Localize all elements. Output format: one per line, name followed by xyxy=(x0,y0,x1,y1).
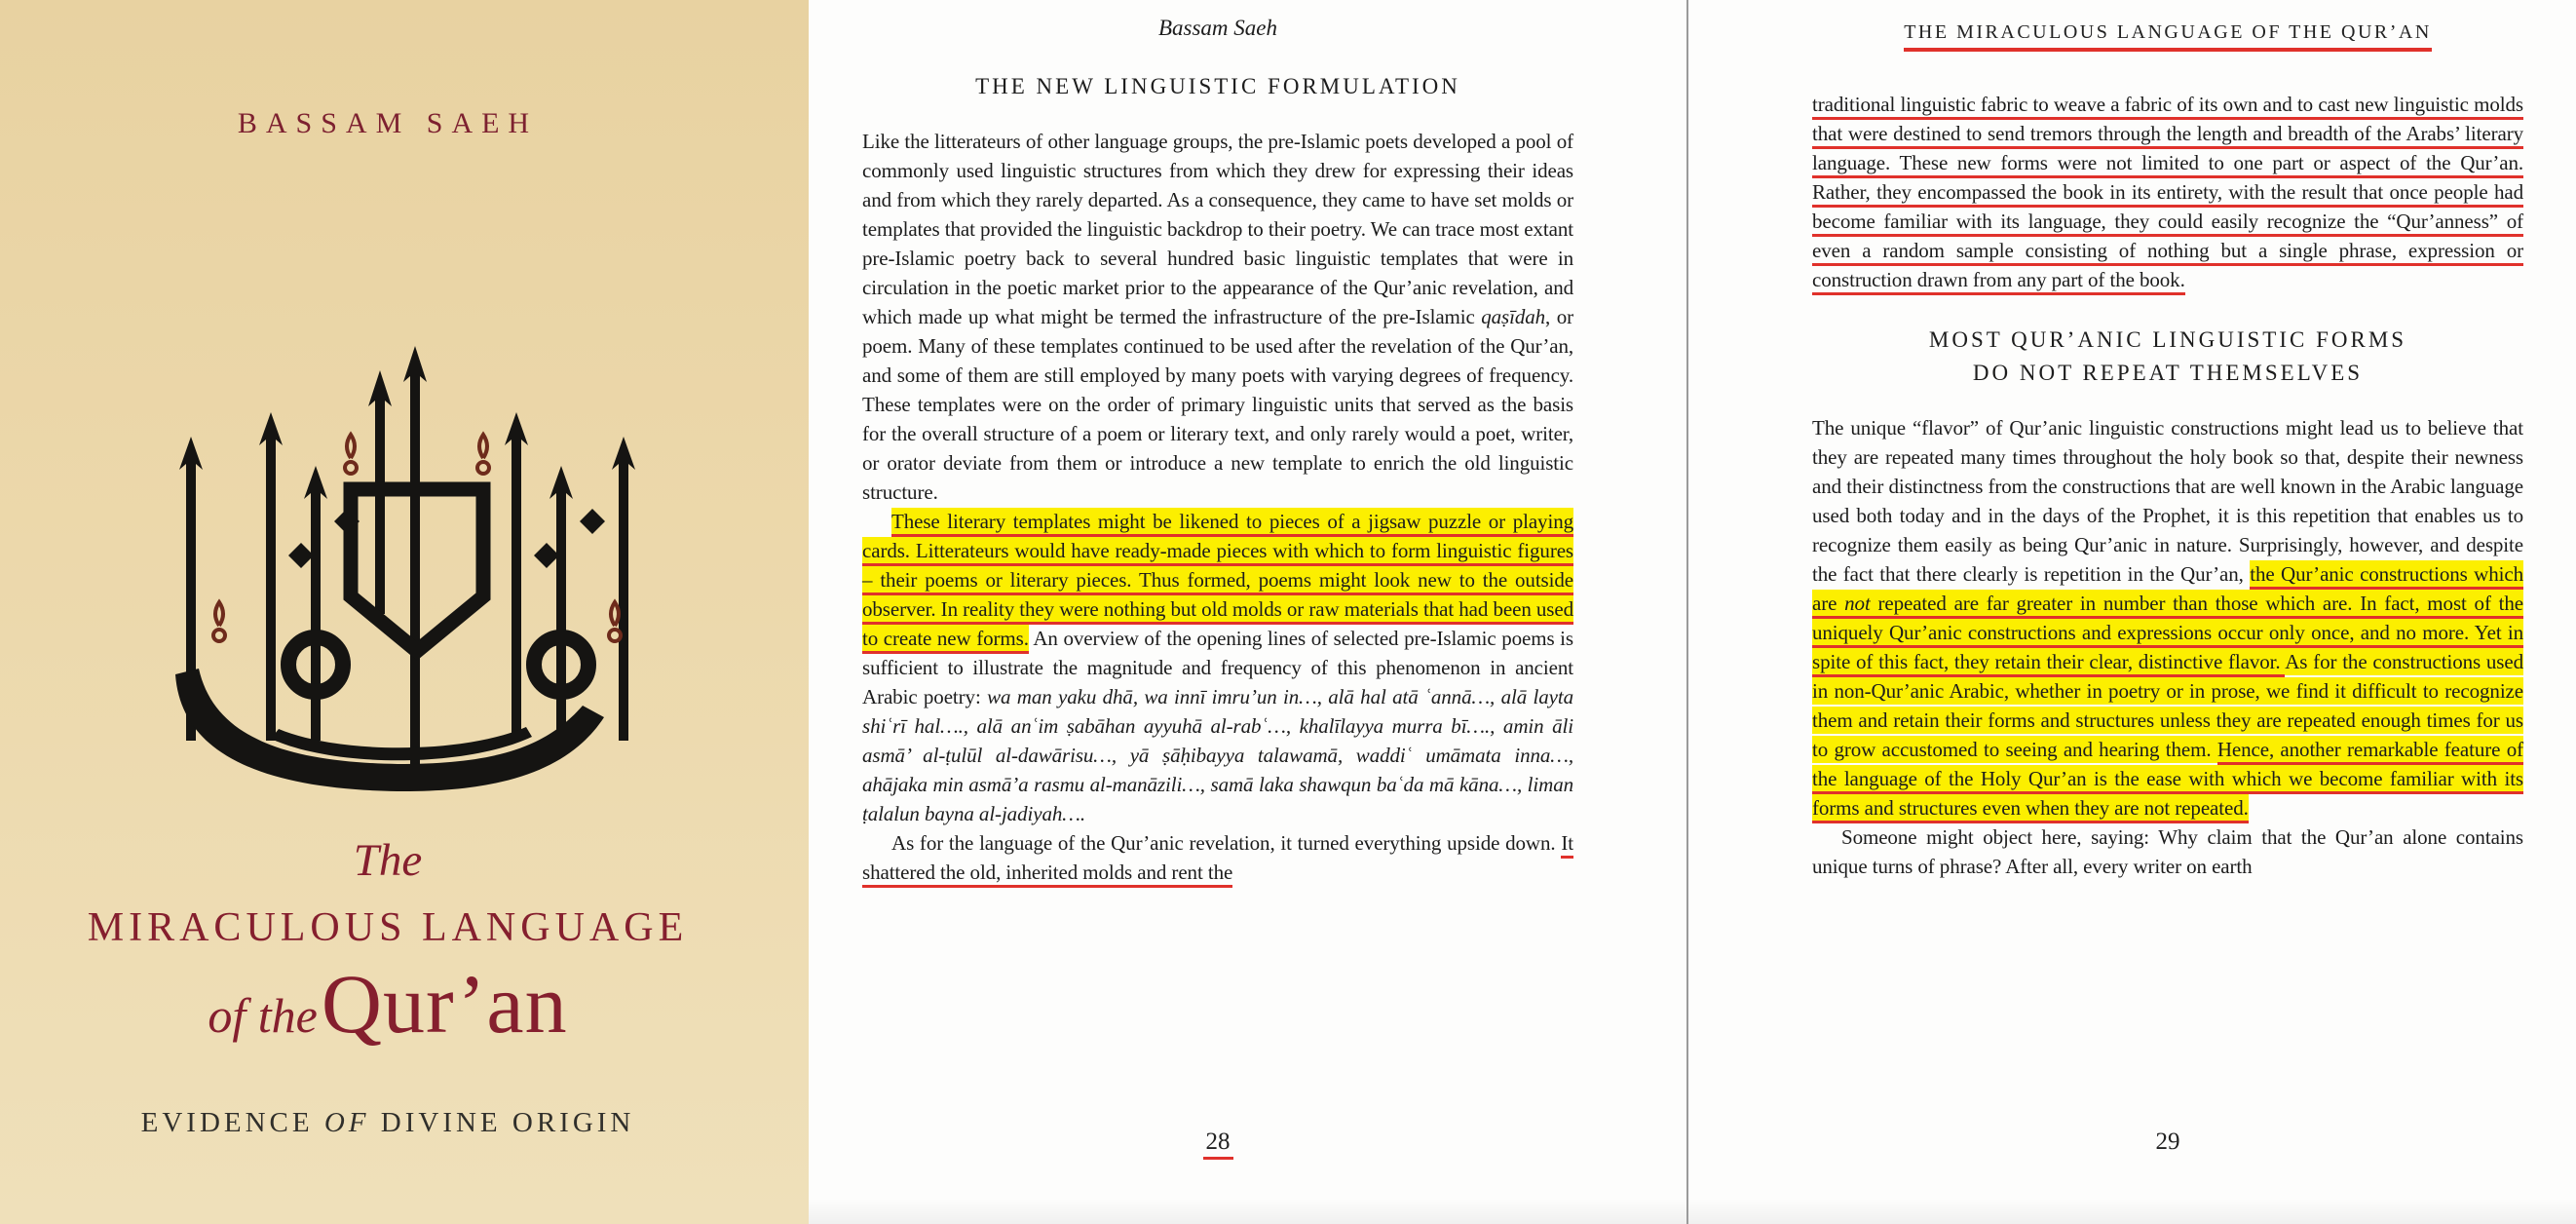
cover-title-quran-row xyxy=(0,955,776,1052)
text-segment-p: DIVINE ORIGIN xyxy=(369,1107,635,1138)
paragraph xyxy=(862,828,1573,887)
paragraph xyxy=(1812,90,2523,294)
text-segment-i: qaṣīdah xyxy=(1481,305,1546,328)
section-heading xyxy=(1812,324,2523,390)
text-segment-hl: As for the constructions used in non-Qur’anic Arabic, whether in poetry or in prose, we find it difficult to recognize them and retain their forms and structures unless they are repeated enough times for us to grow accustomed to seeing and hearing them. xyxy=(1812,650,2523,761)
paragraph xyxy=(862,507,1573,828)
cover-title-quran: Qur’an xyxy=(321,957,568,1051)
page-number xyxy=(862,1128,1573,1156)
running-header xyxy=(1812,21,2523,44)
page-text-column xyxy=(862,127,1573,887)
text-segment-p: As for the language of the Qur’anic revelation, it turned everything upside down. xyxy=(891,831,1562,855)
text-segment-u: traditional linguistic fabric to weave a fabric of its own and to cast new linguistic molds that were destined to send tremors through the length and breadth of the Arabs’ literary language. These new forms were not limited to one part or aspect of the Qur’an. Rather, they encompassed the book in its entirety, with the result that once people had become familiar with its language, they could easily recognize the “Qur’anness” of even a random sample consisting of nothing but a single phrase, expression or construction drawn from any part of the book. xyxy=(1812,93,2523,295)
text-segment-p: , or poem. Many of these templates continued to be used after the revelation of the Qur’an, and some of them are still employed by many poets with varying degrees of frequency. These templates were on the order of primary linguistic units that served as the basis for the overall structure of a poem or literary text, and only rarely would a poet, writer, or orator deviate from them or introduce a new template to enrich the old linguistic structure. xyxy=(862,305,1573,504)
text-segment-p: Someone might object here, saying: Why claim that the Qur’an alone contains unique turns of phrase? After all, every writer on earth xyxy=(1812,825,2523,878)
running-header: Bassam Saeh xyxy=(1157,16,1278,40)
text-segment-hlui: not xyxy=(1844,590,1871,619)
text-segment-i: OF xyxy=(323,1107,370,1138)
book-cover-content xyxy=(0,0,776,1224)
page-number-value: 28 xyxy=(1203,1128,1233,1160)
cover-title-line: MIRACULOUS LANGUAGE xyxy=(87,905,689,950)
page-number xyxy=(1812,1128,2523,1156)
text-segment-p: The unique “flavor” of Qur’anic linguistic constructions might lead us to believe that they are repeated many times throughout the holy book so that, despite their newness and their distinctness from the constructions that are well known in the Arabic language used both today and in the days of the Prophet, it is this repetition that enables us to recognize them easily as being Qur’anic in nature. Surprisingly, however, and despite the fact that there clearly is repetition in the Qur’an, xyxy=(1812,416,2523,586)
text-segment-hlu: These literary templates might be likened to pieces of a jigsaw puzzle or playing cards. Litterateurs would have ready-made pieces with which to form linguistic figures – their poems or literary pieces. Thus formed, poems might look new to the outside observer. In reality they were nothing but old molds or raw materials that had been used to create new forms. xyxy=(862,508,1573,654)
text-segment-p: Like the litterateurs of other language groups, the pre-Islamic poets developed a pool of commonly used linguistic structures from which they drew for expressing their ideas and from which they rarely departed. As a consequence, they came to have set molds or templates that provided the linguistic backdrop to their poetry. We can trace most extant pre-Islamic poetry back to several hundred basic linguistic templates that were in circulation in the poetic market prior to the appearance of the Qur’anic revelation, and which made up what might be termed the infrastructure of the pre-Islamic xyxy=(862,130,1573,328)
cover-title-the: The xyxy=(353,835,423,886)
text-before-heading xyxy=(1812,90,2523,294)
section-heading-line2: DO NOT REPEAT THEMSELVES xyxy=(1972,361,2364,385)
text-segment-p: EVIDENCE xyxy=(140,1107,324,1138)
text-segment-hlu: Hence, another remarkable feature of the language of the Holy Qur’an is the ease with which we become familiar with its forms and structures even when they are not repeated. xyxy=(1812,736,2523,823)
cover-subtitle xyxy=(0,1107,776,1139)
scanned-page-29 xyxy=(1687,0,2576,1224)
book-cover xyxy=(0,0,809,1224)
text-segment-hlu: the Qur’anic constructions which are xyxy=(1812,560,2523,619)
text-after-heading xyxy=(1812,413,2523,881)
section-heading: THE NEW LINGUISTIC FORMULATION xyxy=(975,74,1460,98)
running-header-text: THE MIRACULOUS LANGUAGE OF THE QUR’AN xyxy=(1904,21,2432,52)
page-text-column xyxy=(1812,90,2523,881)
cover-author: BASSAM SAEH xyxy=(237,107,539,139)
text-segment-i: wa man yaku dhā, wa innī imru’un in…, alā hal atā ʿannā…, alā layta shiʿrī hal…., alā anʿim ṣabāhan ayyuhā al-rabʿ…, khalīlayya murra bī…., amin āli asmā’ al-ṭulūl al-dawārisu…, yā ṣāḥibayya talawamā, waddiʿ umāmata inna…, ahājaka min asmā’a rasmu al-manāzili…, samā laka shawqun baʿda mā kāna…, liman ṭalalun bayna al-jadiyah…. xyxy=(862,685,1573,825)
text-segment-hlu: repeated are far greater in number than those which are. In fact, most of the uniquely Qur’anic constructions and expressions occur only once, and no more. Yet in spite of this fact, they retain their clear, distinctive flavor. xyxy=(1812,590,2523,677)
paragraph xyxy=(862,127,1573,507)
text-segment-u: It shattered the old, inherited molds and rent the xyxy=(862,831,1573,888)
cover-title-of-the: of the xyxy=(208,988,318,1043)
scanned-page-28 xyxy=(809,0,1687,1224)
page-number-value: 29 xyxy=(2155,1128,2180,1155)
paragraph xyxy=(1812,413,2523,822)
arabic-calligraphy-emblem xyxy=(125,322,651,809)
page-gutter-divider xyxy=(1686,0,1688,1224)
section-heading-line1: MOST QUR’ANIC LINGUISTIC FORMS xyxy=(1928,327,2407,352)
paragraph xyxy=(1812,822,2523,881)
text-segment-p: An overview of the opening lines of selected pre-Islamic poems is sufficient to illustrate the magnitude and frequency of this phenomenon in ancient Arabic poetry: xyxy=(862,627,1573,708)
